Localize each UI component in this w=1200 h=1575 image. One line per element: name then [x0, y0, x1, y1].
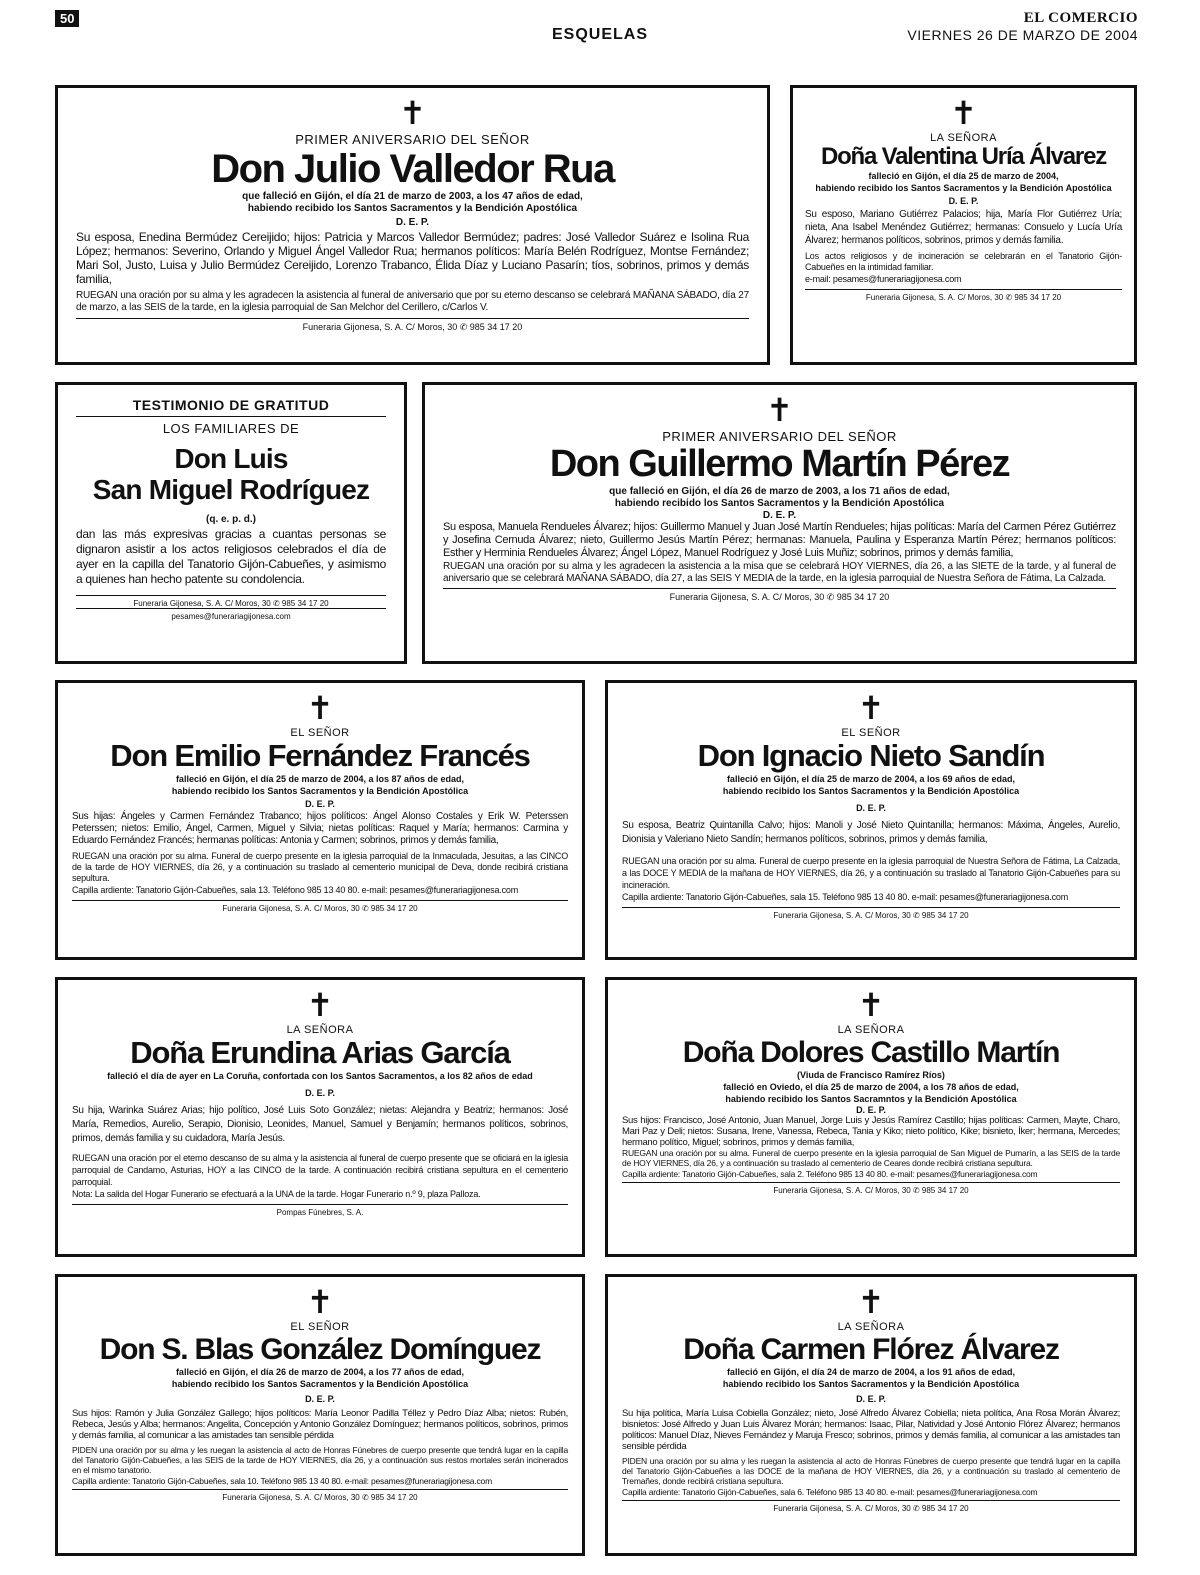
- sacraments-line: habiendo recibido los Santos Sacramentos y la Bendición Apostólica: [171, 1379, 469, 1389]
- chapel-line: Capilla ardiente: Tanatorio Gijón-Cabueñes, sala 10. Teléfono 985 13 40 80. e-mail: pesames@funerariagijonesa.com: [72, 1476, 492, 1486]
- family-list: Sus hijos: Ramón y Julia González Gallego; hijos políticos: María Leonor Padilla Téllez y Pedro Díaz Alba; nietos: Rubén, Rebeca, Jesús y Alba; hermanos: Angelita, Concepción y Antonio González Domínguez; hermanos políticos, sobrinos, primos y demás familia, al comunicar a las amistades tan sensible pérdida: [72, 1408, 568, 1441]
- chapel-line: Capilla ardiente: Tanatorio Gijón-Cabueñes, sala 15. Teléfono 985 13 40 80. e-mail: pesames@funerariagijonesa.com: [622, 892, 1068, 903]
- funeral-home-footer: Pompas Fúnebres, S. A.: [72, 1204, 568, 1217]
- obituary-pretitle: LA SEÑORA: [837, 1024, 905, 1036]
- ceremony-note: PIDEN una oración por su alma y les ruegan la asistencia al acto de Honras Fúnebres de cuerpo presente que tendrá lugar en la capilla del Tanatorio Gijón-Cabueñes a las DOCE de la mañana de HOY VIERNES, día 26, y a continuación su traslado al cementerio de Tremañes, donde recibirá cristiana sepultura.: [622, 1456, 1120, 1486]
- deceased-name: Don Emilio Fernández Francés: [110, 738, 530, 773]
- funeral-home-footer: Funeraria Gijonesa, S. A. C/ Moros, 30 ✆ 985 34 17 20: [76, 318, 749, 333]
- cross-icon: ✝: [399, 94, 426, 132]
- rip-line: D. E. P.: [305, 1394, 335, 1404]
- family-list: Sus hijas: Ángeles y Carmen Fernández Trabanco; hijos políticos: Ángel Alonso Costales y Erik W. Peterssen Peterssen; nietos: Emilio, Ángel, Carmen, Miguel y Silvia; nietas políticas: Raquel y María; hermanos: Carmina y Eduardo Fernández Francés; hermanas políticas: Antonia y Carmen; sobrinos, primos y demás familia,: [72, 811, 568, 847]
- obituary-ignacio-nieto: [605, 680, 1137, 960]
- rip-line: (q. e. p. d.): [206, 513, 256, 525]
- ceremony-note: RUEGAN una oración por su alma y les agradecen la asistencia a la misa que se celebrará HOY VIERNES, día 26, a las SIETE de la tarde, y al funeral de aniversario que se celebrará MAÑANA SÁBADO, día 27, a las SEIS Y MEDIA de la tarde, en la iglesia parroquial de Nuestra Señora de Fátima, La Calzada.: [443, 560, 1116, 584]
- rip-line: D. E. P.: [395, 217, 430, 228]
- cross-icon: ✝: [306, 986, 334, 1024]
- deceased-name: Doña Dolores Castillo Martín: [682, 1036, 1060, 1069]
- rip-line: D. E. P.: [856, 1105, 886, 1115]
- family-list: Su esposo, Mariano Gutiérrez Palacios; hija, María Flor Gutiérrez Uría; nieta, Ana Isabel Menéndez Gutiérrez; hermanas: Consuelo y Lucía Uría Álvarez; hermanos políticos, sobrinos, primos y demás familia.: [805, 209, 1122, 247]
- family-list: Su esposa, Manuela Rendueles Álvarez; hijos: Guillermo Manuel y Juan José Martín Rendueles; hijas políticas: María del Carmen Pérez Gutiérrez y Josefina Cernuda Álvarez; nieto, Guillermo Jesús Martín Pérez; hermanas: Manuela, Paulina y Esperanza Martín Pérez; hermanos políticos: Esther y Herminia Rendueles Álvarez; Ángel López, Manuel Rodríguez y José Luis Muñiz; sobrinos, primos y demás familia,: [443, 520, 1116, 559]
- death-details: falleció el día de ayer en La Coruña, confortada con los Santos Sacramentos, a los 82 años de edad: [107, 1071, 533, 1082]
- funeral-home-footer: Funeraria Gijonesa, S. A. C/ Moros, 30 ✆ 985 34 17 20: [622, 1500, 1120, 1513]
- obituary-carmen-florez: [605, 1274, 1137, 1556]
- chapel-line: Capilla ardiente: Tanatorio Gijón-Cabueñes, sala 13. Teléfono 985 13 40 80. e-mail: pesames@funerariagijonesa.com: [72, 885, 518, 896]
- rip-line: D. E. P.: [856, 1394, 886, 1404]
- ceremony-note: RUEGAN una oración por su alma y les agradecen la asistencia al funeral de aniversario que por su eterno descanso se celebrará MAÑANA SÁBADO, día 27 de marzo, a las SEIS de la tarde, en la iglesia parroquial de San Melchor del Cerillero, c/Carlos V.: [76, 290, 749, 313]
- ceremony-note: RUEGAN una oración por su alma. Funeral de cuerpo presente en la iglesia parroquial de la Inmaculada, Jesuitas, a las CINCO de la tarde de HOY VIERNES, día 26, y a continuación su traslado al cementerio municipal de Deva, donde recibirá cristiana sepultura.: [72, 851, 568, 884]
- obituary-guillermo-martin: [422, 382, 1137, 664]
- family-list: Sus hijos: Francisco, José Antonio, Juan Manuel, Jorge Luis y Jesús Ramírez Castillo; hijas políticas: Carmen, Mayte, Charo, Mari Paz y Deli; nietos: Susana, Irene, Vanessa, Rebeca, Tania y Kiko; nieto político, Kike; bisnieto, Íker; hermana, Mercedes; hermano político, Miguel; sobrinos, primos y demás familia,: [622, 1115, 1120, 1148]
- death-details: falleció en Gijón, el día 25 de marzo de 2004, a los 87 años de edad,: [175, 774, 465, 785]
- death-details: falleció en Gijón, el día 26 de marzo de 2004, a los 77 años de edad,: [175, 1367, 465, 1377]
- chapel-line: Capilla ardiente: Tanatorio Gijón-Cabueñes, sala 2. Teléfono 985 13 40 80. e-mail: pesames@funerariagijonesa.com: [622, 1169, 1038, 1179]
- rip-line: D. E. P.: [856, 803, 886, 814]
- obituary-pretitle: LA SEÑORA: [930, 132, 997, 144]
- obituary-pretitle: PRIMER ANIVERSARIO DEL SEÑOR: [295, 132, 530, 147]
- cross-icon: ✝: [766, 391, 793, 429]
- ceremony-note: RUEGAN una oración por el eterno descanso de su alma y la asistencia al funeral de cuerpo presente que se oficiará en la iglesia parroquial de Candamo, Asturias, HOY a las CINCO de la tarde. A continuación recibirá cristiana sepultura en el cementerio parroquial.: [72, 1153, 568, 1188]
- cross-icon: ✝: [950, 94, 977, 132]
- death-details: falleció en Gijón, el día 24 de marzo de 2004, a los 91 años de edad,: [726, 1367, 1016, 1377]
- ceremony-note: RUEGAN una oración por su alma. Funeral de cuerpo presente en la iglesia parroquial de San Miguel de Pumarín, a las SEIS de la tarde de HOY VIERNES, día 26, y a continuación su traslado al cementerio de Ceares donde recibirá cristiana sepultura.: [622, 1148, 1120, 1168]
- obituary-pretitle: LA SEÑORA: [837, 1321, 905, 1333]
- deceased-name: Don S. Blas González Domínguez: [99, 1333, 541, 1366]
- sacraments-line: habiendo recibido los Santos Sacramentos y la Bendición Apostólica: [614, 497, 945, 509]
- obituary-valentina-uria: [790, 85, 1137, 365]
- sacraments-line: habiendo recibido los Santos Sacramentos y la Bendición Apostólica: [815, 183, 1112, 194]
- gratitude-heading: TESTIMONIO DE GRATITUD: [76, 397, 386, 417]
- sacraments-line: habiendo recibido los Santos Sacramentos y la Bendición Apostólica: [722, 1379, 1020, 1389]
- ceremony-note: RUEGAN una oración por su alma. Funeral de cuerpo presente en la iglesia parroquial de Nuestra Señora de Fátima, La Calzada, a las DOCE Y MEDIA de la mañana de HOY VIERNES, día 26, y a continuación su traslado al Tanatorio Gijón-Cabueñes para su incineración.: [622, 856, 1120, 891]
- page-number: 50: [55, 10, 79, 27]
- issue-date: VIERNES 26 DE MARZO DE 2004: [907, 27, 1138, 43]
- funeral-home-footer: Funeraria Gijonesa, S. A. C/ Moros, 30 ✆ 985 34 17 20: [72, 900, 568, 913]
- obituary-pretitle: LA SEÑORA: [286, 1024, 354, 1036]
- email-line: e-mail: pesames@funerariagijonesa.com: [805, 274, 962, 285]
- obituary-emilio-fernandez: [55, 680, 585, 960]
- obituary-pretitle: PRIMER ANIVERSARIO DEL SEÑOR: [662, 429, 897, 444]
- sacraments-line: habiendo recibido los Santos Sacramentos y la Bendición Apostólica: [247, 203, 578, 214]
- section-title: ESQUELAS: [551, 26, 648, 43]
- gratitude-luis-san-miguel: [55, 382, 407, 664]
- ceremony-note: Los actos religiosos y de incineración se celebrarán en el Tanatorio Gijón-Cabueñes en la intimidad familiar.: [805, 251, 1122, 273]
- rip-line: D. E. P.: [305, 1088, 335, 1099]
- family-list: Su hija política, María Luisa Cobiella González; nieto, José Alfredo Álvarez Cobiella; nieta política, Ana Rosa Morán Álvarez; bisnietos: José Alfredo y Juan Luis Álvarez Morán; hermanos: Isaac, Pilar, Natividad y José Antonio Flórez Álvarez; hermanos políticos: Manuel Díaz, Nieves Fernández y Maruja Fresco; sobrinos, primos y demás familia, al comunicar a las amistades tan sensible pérdida: [622, 1408, 1120, 1452]
- deceased-name-line2: San Miguel Rodríguez: [92, 473, 370, 505]
- funeral-home-footer: Funeraria Gijonesa, S. A. C/ Moros, 30 ✆ 985 34 17 20: [622, 1182, 1120, 1195]
- deceased-name: Don Guillermo Martín Pérez: [549, 443, 1010, 485]
- obituary-pretitle: EL SEÑOR: [841, 727, 901, 739]
- rip-line: D. E. P.: [948, 196, 979, 207]
- family-list: Su hija, Warinka Suárez Arias; hijo político, José Luis Soto González; nietas: Alejandra y Beatriz; hermanos: José María, Remedios, Aurelio, Serapio, Dionisio, Leonides, Manuel, Samuel y Benjamín; hermanos políticos, sobrinos, primos, demás familia y su cuidadora, María Jesús.: [72, 1105, 568, 1145]
- widow-line: (Viuda de Francisco Ramírez Ríos): [797, 1070, 945, 1080]
- rip-line: D. E. P.: [762, 509, 797, 521]
- death-details: falleció en Gijón, el día 25 de marzo de 2004, a los 69 años de edad,: [726, 774, 1016, 785]
- email-line: pesames@funerariagijonesa.com: [76, 608, 386, 621]
- cross-icon: ✝: [306, 1283, 334, 1321]
- newspaper-name: EL COMERCIO: [1023, 10, 1138, 26]
- family-list: Su esposa, Beatriz Quintanilla Calvo; hijos: Manoli y José Nieto Quintanilla; hermanos: Máxima, Ángeles, Aurelio, Dionisia y Valeriano Nieto Sandín; hermanos políticos, sobrinos, primos y demás familia,: [622, 820, 1120, 846]
- gratitude-text: dan las más expresivas gracias a cuantas personas se dignaron asistir a los actos religiosos celebrados el día de ayer en la capilla del Tanatorio Gijón-Cabueñes, y asimismo a quienes han hecho patente su condolencia.: [76, 526, 386, 586]
- cross-icon: ✝: [857, 986, 885, 1024]
- departure-note: Nota: La salida del Hogar Funerario se efectuará a la UNA de la tarde. Hogar Funerario n.º 9, plaza Palloza.: [72, 1189, 481, 1200]
- sacraments-line: habiendo recibido los Santos Sacramentos y la Bendición Apostólica: [722, 786, 1020, 797]
- sacraments-line: habiendo recibido los Santos Sacramentos y la Bendición Apostólica: [171, 786, 469, 797]
- death-details: que falleció en Gijón, el día 21 de marzo de 2003, a los 47 años de edad,: [242, 191, 583, 202]
- obituary-pretitle: LOS FAMILIARES DE: [162, 421, 300, 436]
- funeral-home-footer: Funeraria Gijonesa, S. A. C/ Moros, 30 ✆ 985 34 17 20: [805, 289, 1122, 302]
- cross-icon: ✝: [857, 689, 885, 727]
- funeral-home-footer: Funeraria Gijonesa, S. A. C/ Moros, 30 ✆ 985 34 17 20: [443, 588, 1116, 603]
- funeral-home-footer: Funeraria Gijonesa, S. A. C/ Moros, 30 ✆ 985 34 17 20: [622, 907, 1120, 920]
- funeral-home-footer: Funeraria Gijonesa, S. A. C/ Moros, 30 ✆ 985 34 17 20: [72, 1489, 568, 1502]
- obituary-pretitle: EL SEÑOR: [290, 727, 350, 739]
- obituary-blas-gonzalez: [55, 1274, 585, 1556]
- deceased-name-line1: Don Luis: [174, 443, 288, 474]
- cross-icon: ✝: [857, 1283, 885, 1321]
- death-details: falleció en Oviedo, el día 25 de marzo de 2004, a los 78 años de edad,: [723, 1082, 1019, 1092]
- deceased-name: Don Julio Valledor Rua: [211, 147, 614, 191]
- ceremony-note: PIDEN una oración por su alma y les ruegan la asistencia al acto de Honras Fúnebres de cuerpo presente que tendrá lugar en la capilla del Tanatorio Gijón-Cabueñes, a las SEIS de la tarde de HOY VIERNES, día 26, y a continuación sus restos mortales serán incinerados en el mismo tanatorio.: [72, 1445, 568, 1475]
- deceased-name: Doña Valentina Uría Álvarez: [820, 143, 1107, 170]
- obituary-julio-valledor: [55, 85, 770, 365]
- rip-line: D. E. P.: [305, 799, 335, 810]
- death-details: falleció en Gijón, el día 25 de marzo de 2004,: [868, 171, 1059, 182]
- deceased-name: Doña Erundina Arias García: [130, 1035, 510, 1070]
- obituary-dolores-castillo: [605, 977, 1137, 1257]
- death-details: que falleció en Gijón, el día 26 de marzo de 2003, a los 71 años de edad,: [609, 485, 950, 497]
- sacraments-line: habiendo recibido los Santos Sacramntos y la Bendición Apostólica: [725, 1094, 1017, 1104]
- deceased-name: Doña Carmen Flórez Álvarez: [683, 1333, 1059, 1366]
- obituary-erundina-arias: [55, 977, 585, 1257]
- cross-icon: ✝: [306, 689, 334, 727]
- obituary-pretitle: EL SEÑOR: [290, 1321, 350, 1333]
- deceased-name: Don Ignacio Nieto Sandín: [697, 738, 1045, 773]
- chapel-line: Capilla ardiente: Tanatorio Gijón-Cabueñes, sala 6. Teléfono 985 13 40 80. e-mail: pesames@funerariagijonesa.com: [622, 1487, 1038, 1497]
- funeral-home-footer: Funeraria Gijonesa, S. A. C/ Moros, 30 ✆ 985 34 17 20: [76, 595, 386, 608]
- family-list: Su esposa, Enedina Bermúdez Cereijido; hijos: Patricia y Marcos Valledor Bermúdez; padres: José Valledor Suárez e Isolina Rua López; hermanos: Severino, Orlando y Miguel Ángel Valledor Rua; hermanos políticos: María Belén Rodríguez, Montse Fernández; Mari Sol, Justo, Luisa y Julio Bermúdez Cereijido, Lorenzo Trabanco, Élida Díaz y Luciano Pasarín; tíos, sobrinos, primos y demás familia,: [76, 230, 749, 286]
